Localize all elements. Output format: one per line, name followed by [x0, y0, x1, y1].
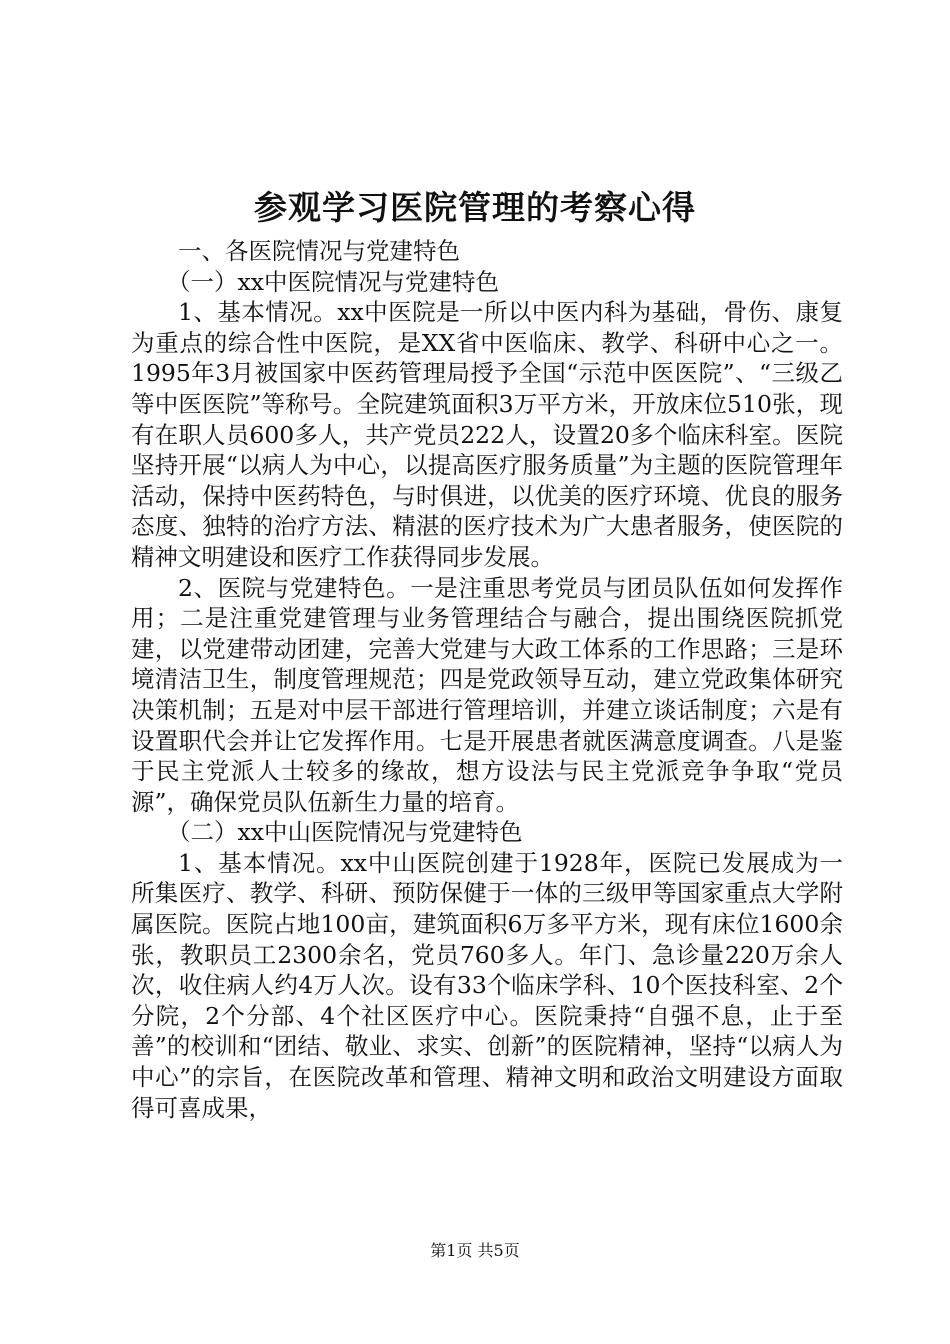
subsection-heading: （二）xx中山医院情况与党建特色 [167, 818, 523, 847]
page-footer: 第1页 共5页 [430, 1241, 520, 1260]
subsection-heading: （一）xx中医院情况与党建特色 [167, 267, 500, 296]
paragraph: 1、基本情况。xx中医院是一所以中医内科为基础，骨伤、康复为重点的综合性中医院，是XX省中医临床、教学、科研中心之一。1995年3月被国家中医药管理局授予全国“示范中医医院”、“三级乙等中医医院”等称号。全院建筑面积3万平方米，开放床位510张，现有在职人员600多人，共产党员222人，设置20多个临床科室。医院坚持开展“以病人为中心，以提高医疗服务质量”为主题的医院管理年活动，保持中医药特色，与时俱进，以优美的医疗环境、优良的服务态度、独特的治疗方法、精湛的医疗技术为广大患者服务，使医院的精神文明建设和医疗工作获得同步发展。 [131, 298, 843, 571]
paragraph: 1、基本情况。xx中山医院创建于1928年，医院已发展成为一所集医疗、教学、科研、预防保健于一体的三级甲等国家重点大学附属医院。医院占地100亩，建筑面积6万多平方米，现有床位1600余张，教职员工2300余名，党员760多人。年门、急诊量220万余人次，收住病人约4万人次。设有33个临床学科、10个医技科室、2个分院，2个分部、4个社区医疗中心。医院秉持“自强不息，止于至善”的校训和“团结、敬业、求实、创新”的医院精神，坚持“以病人为中心”的宗旨，在医院改革和管理、精神文明和政治文明建设方面取得可喜成果， [131, 848, 843, 1122]
document-body [131, 236, 843, 1123]
page-title: 参观学习医院管理的考察心得 [254, 188, 696, 227]
paragraph: 2、医院与党建特色。一是注重思考党员与团员队伍如何发挥作用；二是注重党建管理与业务管理结合与融合，提出围绕医院抓党建，以党建带动团建，完善大党建与大政工体系的工作思路；三是环境清洁卫生，制度管理规范；四是党政领导互动，建立党政集体研究决策机制；五是对中层干部进行管理培训，并建立谈话制度；六是有设置职代会并让它发挥作用。七是开展患者就医满意度调查。八是鉴于民主党派人士较多的缘故，想方设法与民主党派竞争争取“党员源”，确保党员队伍新生力量的培育。 [131, 573, 843, 816]
section-heading: 一、各医院情况与党建特色 [178, 237, 460, 265]
